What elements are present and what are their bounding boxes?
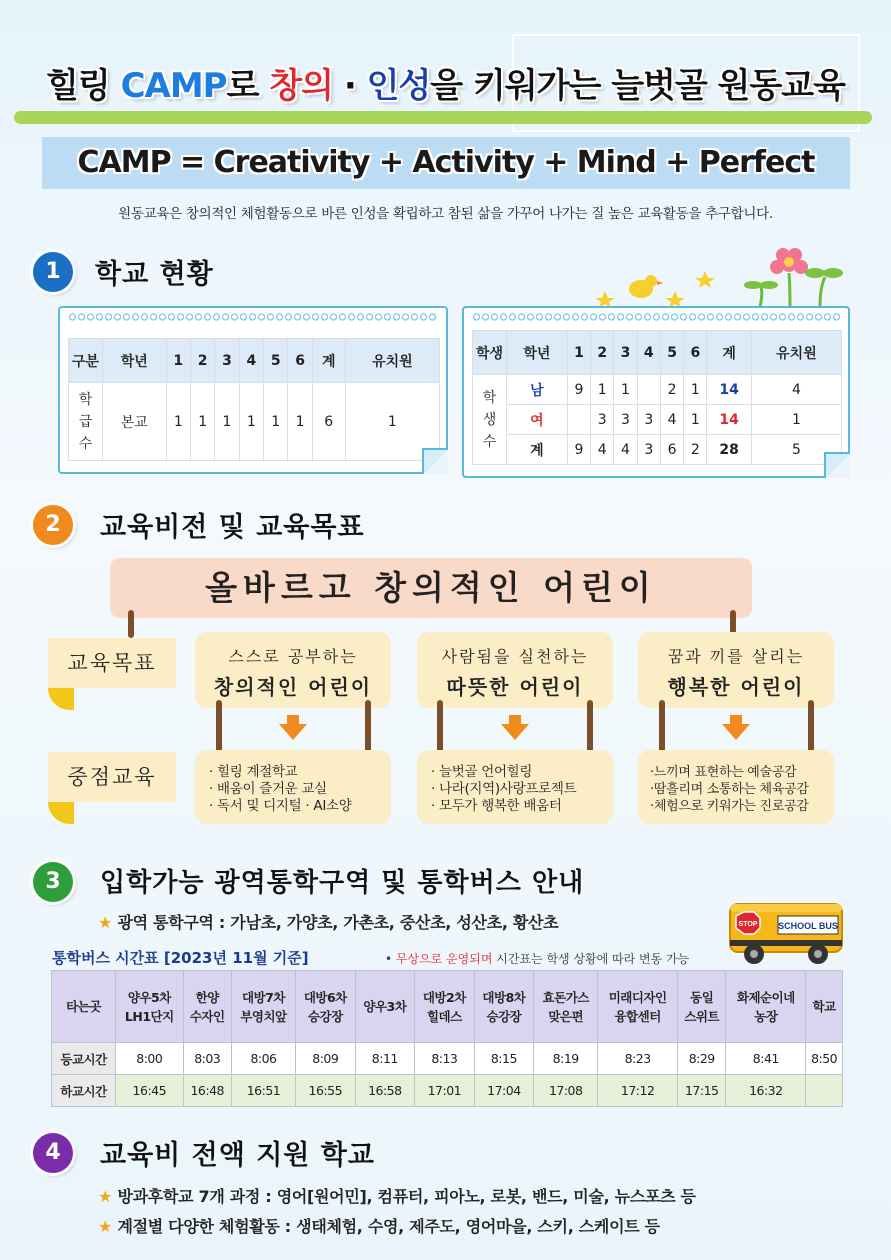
timetable-cell: 8:13 <box>415 1043 475 1075</box>
bus-stop-header: 대방8차 승강장 <box>474 971 534 1043</box>
table-header: 학생 <box>473 331 507 375</box>
timetable-cell: 8:11 <box>355 1043 415 1075</box>
bus-note <box>385 950 689 967</box>
table-cell <box>567 405 590 435</box>
focus-item: ·체험으로 키워가는 진로공감 <box>650 799 809 814</box>
goal-title: 창의적인 어린이 <box>213 675 373 699</box>
timetable-corner-cell: 타는곳 <box>52 971 116 1043</box>
connector-stick <box>437 700 443 754</box>
table-cell: 1 <box>264 383 288 461</box>
table-cell: 4 <box>591 435 614 465</box>
focus-label: 중점교육 <box>48 752 176 802</box>
connector-stick <box>587 700 593 754</box>
table-header: 2 <box>190 339 214 383</box>
table-row <box>473 435 842 465</box>
title-part: · <box>333 66 367 106</box>
timetable-cell: 8:15 <box>474 1043 534 1075</box>
page-fold <box>422 448 448 474</box>
table-cell: 3 <box>637 435 660 465</box>
table-header-row <box>473 331 842 375</box>
connector-stick <box>216 700 222 754</box>
table-header-row <box>69 339 440 383</box>
area-text: 광역 통학구역 : 가남초, 가양초, 가촌초, 중산초, 성산초, 황산초 <box>117 913 559 932</box>
timetable-row-arrival <box>52 1043 843 1075</box>
table-cell: 5 <box>751 435 841 465</box>
title-part: 힐링 <box>46 66 121 106</box>
intro-text: 원동교육은 창의적인 체험활동으로 바른 인성을 확립하고 참된 삶을 가꾸어 나가는 질 높은 교육활동을 추구합니다. <box>118 206 773 222</box>
goal-label: 교육목표 <box>48 638 176 688</box>
table-cell: 6 <box>312 383 345 461</box>
bus-stop-header: 대방7차 부영치앞 <box>231 971 295 1043</box>
bus-stop-header: 학교 <box>806 971 843 1043</box>
timetable-cell: 16:45 <box>116 1075 183 1107</box>
goal-card-1 <box>195 632 391 708</box>
focus-item: ·느끼며 표현하는 예술공감 <box>650 765 797 780</box>
timetable-cell: 16:51 <box>231 1075 295 1107</box>
table-cell: 1 <box>684 405 707 435</box>
title-part: 로 <box>226 66 270 106</box>
row-label-char: 학 <box>482 389 497 406</box>
bus-stop-header: 양우3차 <box>355 971 415 1043</box>
title-underline <box>14 111 872 124</box>
bus-stop-header: 동일 스위트 <box>678 971 726 1043</box>
notebook-rings <box>68 312 438 322</box>
table-row <box>473 405 842 435</box>
student-count-card <box>462 306 850 478</box>
table-header: 3 <box>215 339 239 383</box>
table-cell: 14 <box>707 375 751 405</box>
table-header: 학년 <box>507 331 568 375</box>
table-cell: 9 <box>567 435 590 465</box>
bus-stop-header: 미래디자인 융합센터 <box>598 971 678 1043</box>
table-header: 1 <box>567 331 590 375</box>
table-cell: 1 <box>166 383 190 461</box>
student-count-table <box>472 330 842 465</box>
row-sublabel: 본교 <box>103 383 167 461</box>
timetable-cell: 8:06 <box>231 1043 295 1075</box>
row-label-char: 생 <box>482 411 497 428</box>
timetable-cell: 17:15 <box>678 1075 726 1107</box>
table-cell: 4 <box>614 435 637 465</box>
class-count-table <box>68 338 440 461</box>
row-sublabel-male: 남 <box>507 375 568 405</box>
table-header: 유치원 <box>751 331 841 375</box>
bus-stop-header: 양우5차 LH1단지 <box>116 971 183 1043</box>
camp-formula: CAMP = Creativity + Activity + Mind + Perfect <box>42 137 850 189</box>
school-bus-icon <box>724 900 846 966</box>
timetable-cell: 17:12 <box>598 1075 678 1107</box>
timetable-header-row <box>52 971 843 1043</box>
timetable-cell: 8:09 <box>296 1043 356 1075</box>
timetable-cell: 16:55 <box>296 1075 356 1107</box>
timetable-cell: 16:58 <box>355 1075 415 1107</box>
table-cell: 9 <box>567 375 590 405</box>
table-cell: 4 <box>751 375 841 405</box>
table-cell: 1 <box>684 375 707 405</box>
goal-card-3 <box>638 632 834 708</box>
focus-item: · 모두가 행복한 배움터 <box>431 798 562 814</box>
table-header: 구분 <box>69 339 103 383</box>
flower-decoration-icon <box>575 245 850 307</box>
table-header: 4 <box>637 331 660 375</box>
vision-title: 올바르고 창의적인 어린이 <box>110 558 752 618</box>
down-arrow-icon <box>279 724 307 740</box>
table-cell: 4 <box>660 405 683 435</box>
goal-title: 행복한 어린이 <box>667 675 805 699</box>
timetable-cell <box>806 1075 843 1107</box>
table-row <box>69 383 440 461</box>
table-cell: 1 <box>288 383 312 461</box>
timetable-cell: 16:32 <box>726 1075 806 1107</box>
table-cell <box>637 375 660 405</box>
table-cell: 3 <box>637 405 660 435</box>
section-title-1: 학교 현황 <box>95 259 214 290</box>
table-header: 3 <box>614 331 637 375</box>
star-icon: ★ <box>98 913 113 932</box>
section-number-4: 4 <box>33 1133 73 1173</box>
title-character: 인성 <box>366 66 431 106</box>
focus-item: ·땀흘리며 소통하는 체육공감 <box>650 782 809 797</box>
goal-title: 따뜻한 어린이 <box>446 675 584 699</box>
table-cell: 1 <box>345 383 439 461</box>
focus-item: · 늘벗골 언어힐링 <box>431 764 533 780</box>
goal-subtitle: 사람됨을 실천하는 <box>441 647 589 666</box>
title-camp: CAMP <box>120 66 227 106</box>
timetable-row-label: 등교시간 <box>52 1043 116 1075</box>
table-header: 6 <box>684 331 707 375</box>
table-cell: 1 <box>614 375 637 405</box>
focus-card-2 <box>417 750 613 824</box>
focus-item: · 독서 및 디지털 · AI소양 <box>209 798 352 814</box>
support-text: 계절별 다양한 체험활동 : 생태체험, 수영, 제주도, 영어마을, 스키, 스케이트 등 <box>117 1217 660 1236</box>
bus-note-text: 시간표는 학생 상황에 따라 변동 가능 <box>492 952 690 966</box>
bus-stop-header: 대방6차 승강장 <box>296 971 356 1043</box>
goal-subtitle: 스스로 공부하는 <box>228 647 358 666</box>
support-text: 방과후학교 7개 과정 : 영어[원어민], 컴퓨터, 피아노, 로봇, 밴드, 미술, 뉴스포츠 등 <box>117 1187 696 1206</box>
row-label-char: 급 <box>78 413 93 430</box>
timetable-cell: 17:04 <box>474 1075 534 1107</box>
bullet-dot: • <box>385 952 393 966</box>
timetable-cell: 8:29 <box>678 1043 726 1075</box>
row-sublabel-total: 계 <box>507 435 568 465</box>
row-label <box>473 375 507 465</box>
focus-item: · 힐링 계절학교 <box>209 764 298 780</box>
timetable-cell: 8:50 <box>806 1043 843 1075</box>
bus-stop-header: 대방2차 힐데스 <box>415 971 475 1043</box>
support-item-2 <box>98 1214 660 1237</box>
table-cell: 2 <box>684 435 707 465</box>
section-title-2: 교육비전 및 교육목표 <box>100 512 365 543</box>
timetable-cell: 16:48 <box>183 1075 231 1107</box>
hanger-stick <box>730 610 736 634</box>
timetable-row-departure <box>52 1075 843 1107</box>
table-header: 6 <box>288 339 312 383</box>
table-cell: 6 <box>660 435 683 465</box>
row-label-char: 학 <box>78 391 93 408</box>
table-cell: 1 <box>591 375 614 405</box>
timetable-cell: 8:03 <box>183 1043 231 1075</box>
row-label <box>69 383 103 461</box>
title-part: 을 키워가는 늘벗골 원동교육 <box>430 66 845 106</box>
down-arrow-icon <box>722 724 750 740</box>
table-header: 1 <box>166 339 190 383</box>
table-header: 2 <box>591 331 614 375</box>
bus-stop-header: 효돈가스 맞은편 <box>534 971 598 1043</box>
bus-timetable-title: 통학버스 시간표 [2023년 11월 기준] <box>52 949 309 967</box>
down-arrow-icon <box>501 724 529 740</box>
row-label-char: 수 <box>482 433 497 450</box>
class-count-card <box>58 306 448 474</box>
timetable-cell: 17:08 <box>534 1075 598 1107</box>
connector-stick <box>365 700 371 754</box>
table-cell: 1 <box>239 383 263 461</box>
timetable-cell: 8:19 <box>534 1043 598 1075</box>
star-icon: ★ <box>98 1187 113 1206</box>
table-cell: 14 <box>707 405 751 435</box>
focus-item: · 나라(지역)사랑프로젝트 <box>431 781 577 797</box>
star-icon: ★ <box>98 1217 113 1236</box>
table-cell: 1 <box>751 405 841 435</box>
area-line <box>98 910 558 933</box>
focus-item: · 배움이 즐거운 교실 <box>209 781 327 797</box>
table-cell: 3 <box>591 405 614 435</box>
table-header: 계 <box>312 339 345 383</box>
table-header: 5 <box>264 339 288 383</box>
timetable-cell: 17:01 <box>415 1075 475 1107</box>
support-item-1 <box>98 1184 696 1207</box>
goal-card-2 <box>417 632 613 708</box>
table-row <box>473 375 842 405</box>
bus-stop-header: 화제순이네 농장 <box>726 971 806 1043</box>
table-cell: 2 <box>660 375 683 405</box>
ribbon-tail <box>48 688 74 710</box>
section-title-3: 입학가능 광역통학구역 및 통학버스 안내 <box>100 868 585 898</box>
table-header: 5 <box>660 331 683 375</box>
table-cell: 1 <box>190 383 214 461</box>
focus-card-1 <box>195 750 391 824</box>
timetable-cell: 8:23 <box>598 1043 678 1075</box>
section-number-3: 3 <box>33 862 73 902</box>
table-header: 학년 <box>103 339 167 383</box>
table-cell: 3 <box>614 405 637 435</box>
timetable-cell: 8:41 <box>726 1043 806 1075</box>
bus-timetable <box>51 970 843 1107</box>
ribbon-tail <box>48 802 74 824</box>
section-number-1: 1 <box>33 252 73 292</box>
notebook-rings <box>472 312 840 322</box>
goal-subtitle: 꿈과 끼를 살리는 <box>667 647 805 666</box>
connector-stick <box>808 700 814 754</box>
bus-sign: SCHOOL BUS <box>778 921 838 931</box>
row-sublabel-female: 여 <box>507 405 568 435</box>
bus-stop-header: 한양 수자인 <box>183 971 231 1043</box>
title-creativity: 창의 <box>269 66 333 106</box>
table-header: 계 <box>707 331 751 375</box>
table-header: 유치원 <box>345 339 439 383</box>
page-fold <box>824 452 850 478</box>
section-number-2: 2 <box>33 505 73 545</box>
table-cell: 1 <box>215 383 239 461</box>
focus-card-3 <box>638 750 834 824</box>
row-label-char: 수 <box>78 435 93 452</box>
timetable-row-label: 하교시간 <box>52 1075 116 1107</box>
table-header: 4 <box>239 339 263 383</box>
timetable-cell: 8:00 <box>116 1043 183 1075</box>
hanger-stick <box>128 610 134 638</box>
table-cell: 28 <box>707 435 751 465</box>
connector-stick <box>659 700 665 754</box>
stop-sign: STOP <box>738 921 758 928</box>
page-title <box>0 58 891 107</box>
section-title-4: 교육비 전액 지원 학교 <box>100 1140 375 1171</box>
bus-note-highlight: 무상으로 운영되며 <box>395 952 493 966</box>
